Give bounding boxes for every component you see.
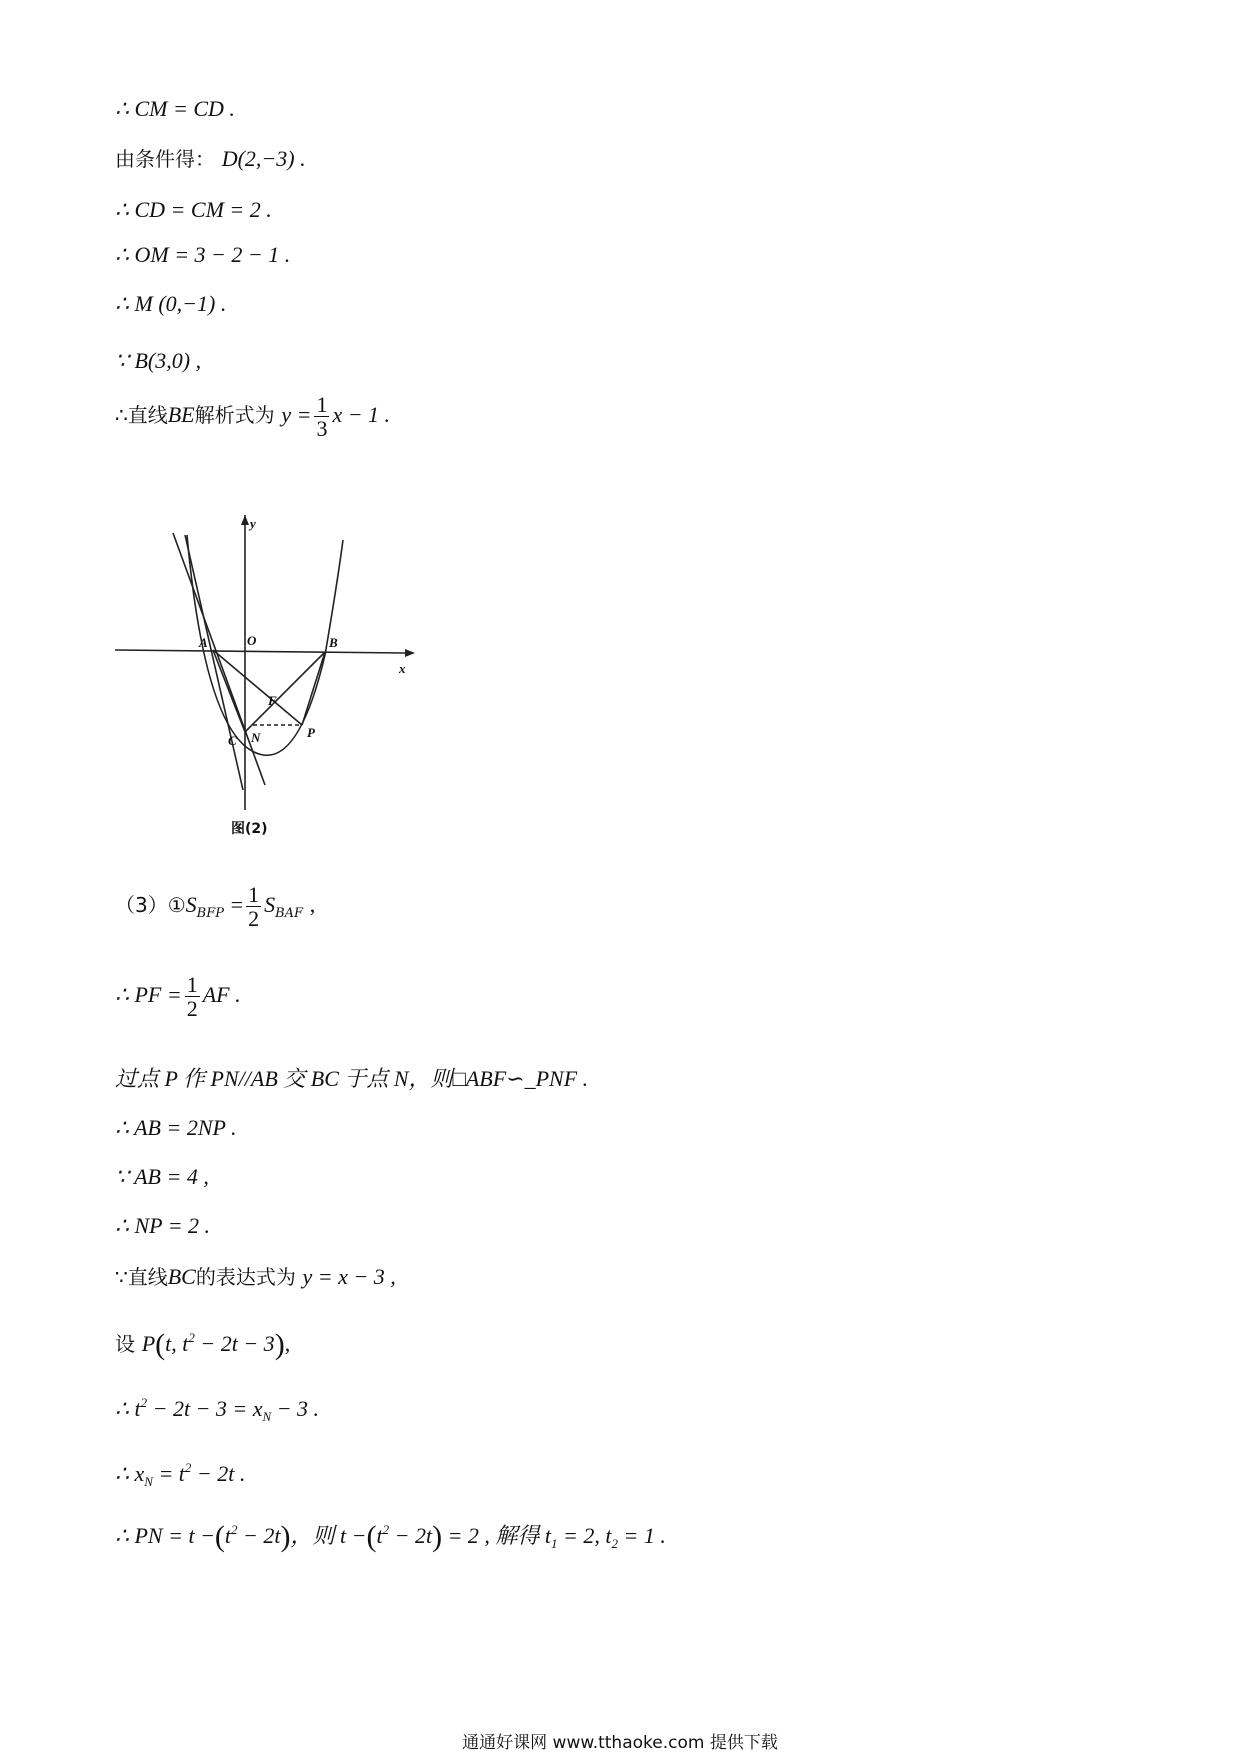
- point-d: D(2,−3) .: [221, 146, 306, 171]
- eq18-e: t: [376, 1523, 383, 1548]
- line-7-mid: 解析式为: [194, 403, 275, 428]
- np-equals-2: ∴ NP = 2 .: [115, 1213, 211, 1238]
- frac-num: 1: [316, 392, 328, 417]
- point-p: P: [141, 1331, 156, 1356]
- label-p: P: [307, 725, 315, 740]
- eq18-g: = 2 , 解得 t: [442, 1523, 552, 1548]
- eq16-a: ∴ t: [115, 1396, 141, 1421]
- p-inner-b: − 2t − 3: [194, 1331, 275, 1356]
- line-3: [115, 199, 272, 221]
- eq17-a: ∴ x: [115, 1461, 145, 1486]
- ab-equals-4: ∵ AB = 4 ,: [115, 1164, 209, 1189]
- x-axis: [115, 650, 405, 653]
- line-15-end: ,: [284, 1331, 291, 1356]
- construct-pn: 过点 P 作 PN//AB 交 BC 于点 N，则□ABF∽_PNF .: [115, 1066, 589, 1091]
- eq18-close: ): [280, 1520, 291, 1553]
- eq17-b: = t: [152, 1461, 185, 1486]
- line-10: [115, 1068, 588, 1090]
- p-inner-a: t, t: [165, 1331, 189, 1356]
- fraction-one-half: [246, 883, 261, 930]
- point-b: ∵ B(3,0) ,: [115, 348, 202, 373]
- line-18: [115, 1522, 666, 1552]
- line-5: [115, 293, 226, 315]
- area-sub-baf: BAF: [275, 906, 304, 922]
- p-sup: 2: [188, 1330, 195, 1345]
- label-b: B: [329, 635, 338, 650]
- line-bc: BC: [167, 1264, 196, 1289]
- eq18-c: − 2t: [237, 1523, 281, 1548]
- ab-equals-2np: ∴ AB = 2NP .: [115, 1115, 237, 1140]
- parabola-figure: [115, 515, 435, 845]
- eq17-sub: N: [144, 1474, 153, 1489]
- eq16-sup: 2: [140, 1395, 148, 1410]
- label-o: O: [247, 633, 257, 648]
- label-n: N: [251, 730, 261, 745]
- paren-close: ): [274, 1328, 285, 1361]
- line-through-a-2: [185, 535, 243, 790]
- label-x: x: [399, 661, 406, 676]
- pf-rhs: AF .: [202, 982, 241, 1008]
- line-14-mid: 的表达式为: [195, 1265, 296, 1289]
- eq18-sup2: 2: [382, 1522, 390, 1537]
- frac-den: 3: [316, 416, 328, 442]
- line-1: [115, 98, 235, 120]
- eq17-c: − 2t .: [191, 1461, 246, 1486]
- eq18-sup: 2: [231, 1522, 238, 1537]
- be-lhs: y =: [281, 402, 312, 428]
- line-9: [115, 973, 241, 1020]
- eq18-b: t: [224, 1523, 232, 1548]
- area-sub-bfp: BFP: [196, 906, 224, 922]
- line-14: [115, 1266, 396, 1288]
- frac-num: 1: [248, 882, 260, 907]
- eq18-close2: ): [432, 1520, 443, 1553]
- eq18-open: (: [214, 1520, 225, 1553]
- line-11: [115, 1117, 237, 1139]
- frac-num: 1: [186, 972, 198, 997]
- eq18-sub1: 1: [551, 1536, 558, 1551]
- segment-ac: [213, 650, 245, 732]
- eq17-sup: 2: [184, 1460, 192, 1475]
- line-7: [115, 393, 390, 440]
- eq18-sub2: 2: [611, 1536, 619, 1551]
- line-4: [115, 244, 290, 266]
- point-m: ∴ M (0,−1) .: [115, 291, 227, 316]
- line-through-a-1: [173, 533, 265, 785]
- line-17: [115, 1461, 245, 1488]
- line-6: [115, 350, 201, 372]
- eq18-f: − 2t: [389, 1523, 433, 1548]
- line-8-end: ,: [309, 892, 316, 918]
- label-f: F: [268, 693, 277, 708]
- eq16-sub: N: [262, 1409, 272, 1424]
- fraction-one-half-2: [185, 973, 200, 1020]
- part-3-label: （3）①: [115, 893, 186, 918]
- line-7-prefix: ∴直线: [115, 403, 168, 428]
- label-y: y: [250, 516, 256, 531]
- figure-caption: 图(2): [231, 821, 268, 837]
- line-8: [115, 883, 315, 930]
- eq18-a: ∴ PN = t −: [115, 1523, 215, 1548]
- area-s-2: S: [264, 892, 276, 918]
- condition-text: 由条件得：: [115, 147, 215, 171]
- eq18-i: = 1 .: [618, 1523, 666, 1548]
- label-c: C: [228, 733, 237, 748]
- frac-den: 2: [186, 996, 198, 1022]
- line-12: [115, 1166, 209, 1188]
- line-15: [115, 1330, 290, 1360]
- fraction-one-third: [314, 393, 329, 440]
- eq16-b: − 2t − 3 = x: [147, 1396, 263, 1421]
- bc-expression: y = x − 3 ,: [302, 1264, 396, 1289]
- be-rhs: x − 1 .: [332, 402, 391, 428]
- let-label: 设: [115, 1332, 135, 1356]
- cm-equals-cd: ∴ CM = CD .: [115, 96, 235, 121]
- frac-den: 2: [248, 906, 260, 932]
- paren-open: (: [155, 1328, 166, 1361]
- eq18-open2: (: [366, 1520, 377, 1553]
- area-s-1: S: [185, 892, 197, 918]
- cd-equals-cm: ∴ CD = CM = 2 .: [115, 197, 272, 222]
- line-be: BE: [167, 402, 195, 428]
- page-footer: 通通好课网 www.tthaoke.com 提供下载: [462, 1733, 778, 1753]
- line-16: [115, 1396, 319, 1423]
- x-axis-arrow: [405, 649, 415, 657]
- eq18-d: ，则 t −: [290, 1523, 367, 1548]
- eq18-h: = 2, t: [557, 1523, 612, 1548]
- eq16-c: − 3 .: [271, 1396, 320, 1421]
- equals-sign: =: [230, 892, 244, 918]
- label-a: A: [199, 635, 208, 650]
- y-axis-arrow: [241, 515, 249, 525]
- pf-lhs: ∴ PF =: [115, 982, 182, 1008]
- line-13: [115, 1215, 210, 1237]
- om-value: ∴ OM = 3 − 2 − 1 .: [115, 242, 291, 267]
- line-14-prefix: ∵直线: [115, 1265, 168, 1289]
- line-2: [115, 148, 306, 170]
